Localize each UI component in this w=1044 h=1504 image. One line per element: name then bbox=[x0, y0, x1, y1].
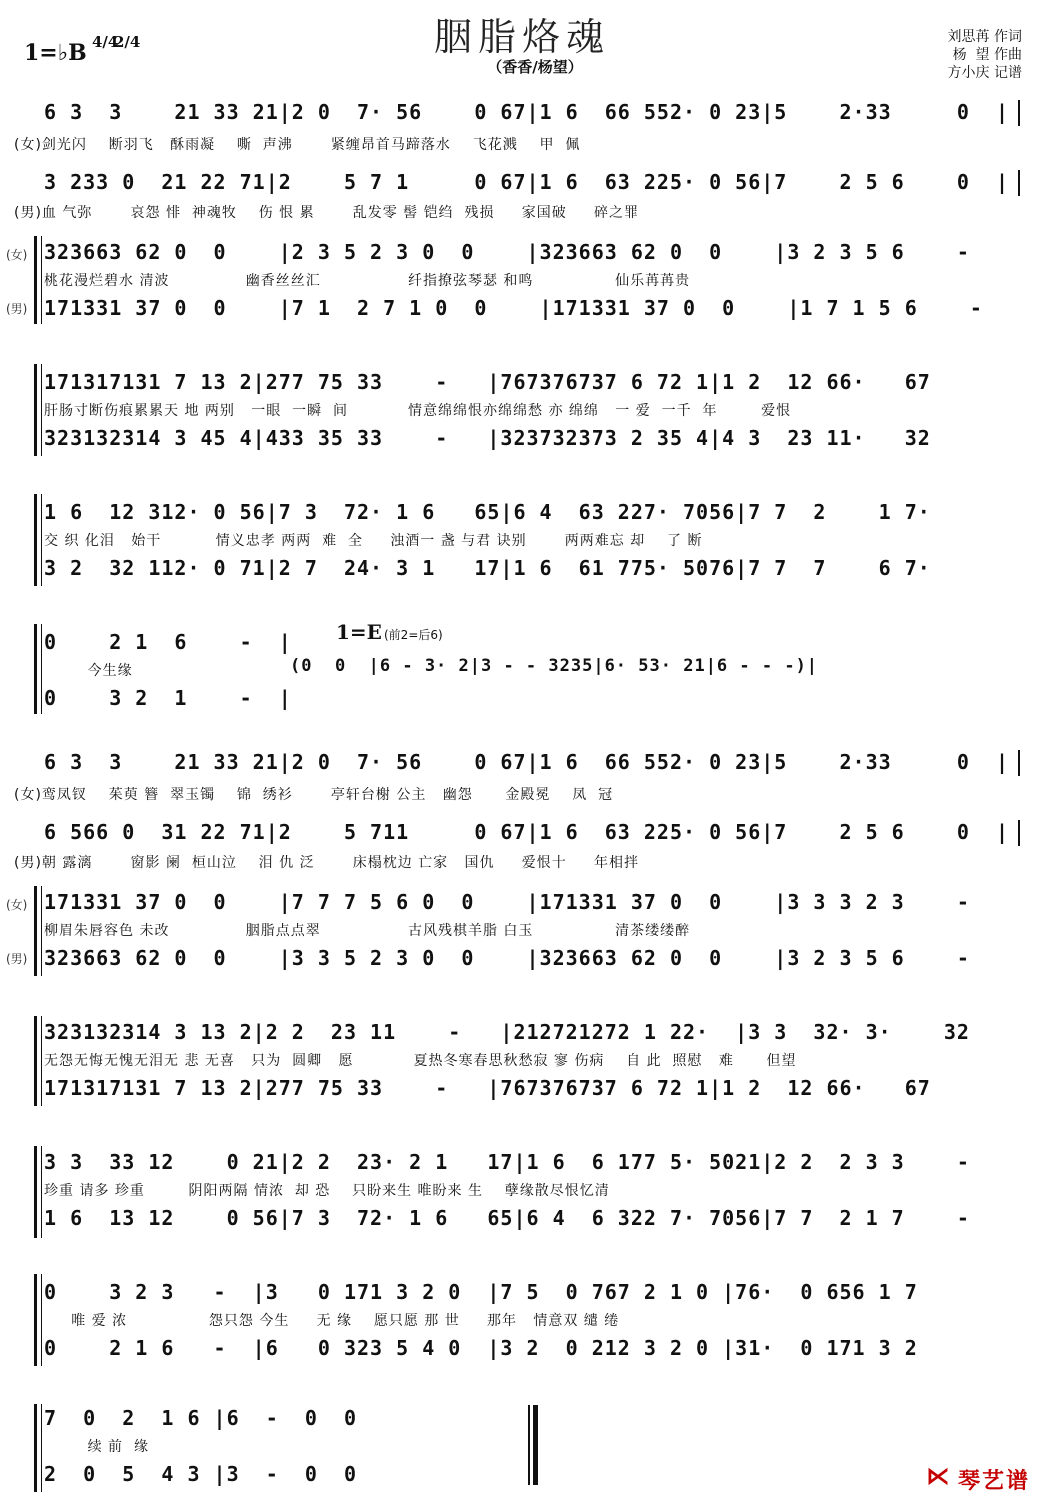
system-brace bbox=[34, 1274, 37, 1366]
final-barline-thick bbox=[533, 1405, 538, 1485]
song-subtitle: （香香/杨望） bbox=[487, 58, 583, 76]
time-signature-b: 2/4 bbox=[114, 33, 141, 51]
final-barline-thin bbox=[528, 1405, 530, 1485]
notation-line: 0 3 2 3 - |3 0 171 3 2 0 |7 5 0 767 2 1 0 |76· 0 656 1 7 bbox=[44, 1280, 918, 1304]
voice-label-female: (女) bbox=[6, 898, 28, 912]
notation-line: 3 3 33 12 0 21|2 2 23· 2 1 17|1 6 6 177 5· 5021|2 2 2 3 3 - bbox=[44, 1150, 996, 1174]
system-brace bbox=[34, 1404, 37, 1492]
system-brace bbox=[34, 236, 37, 324]
notation-line: 323663 62 0 0 |2 3 5 2 3 0 0 |323663 62 0 0 |3 2 3 5 6 - bbox=[44, 240, 996, 264]
credit-composer: 杨 望 作曲 bbox=[952, 47, 1022, 63]
voice-label-female: (女) bbox=[6, 248, 28, 262]
watermark-logo-icon: ⋉ bbox=[926, 1462, 950, 1490]
voice-label-male: (男) bbox=[6, 302, 28, 316]
modulation-note: (前2=后6) bbox=[384, 628, 443, 642]
notation-line: 323132314 3 13 2|2 2 23 11 - |212721272 1 22· |3 3 32· 3· 32 bbox=[44, 1020, 970, 1044]
lyric-line: (女)剑光闪 断羽飞 酥雨凝 嘶 声沸 紧缠昂首马蹄落水 飞花溅 甲 佩 bbox=[14, 137, 581, 153]
lyric-line: 肝肠寸断伤痕累累天 地 两别 一眼 一瞬 间 情意绵绵恨亦绵绵愁 亦 绵绵 一 爱 一千 年 爱恨 bbox=[44, 403, 792, 419]
system-brace bbox=[34, 494, 37, 586]
system-brace bbox=[34, 624, 37, 714]
system-brace bbox=[34, 1016, 37, 1106]
notation-line: 1 6 13 12 0 56|7 3 72· 1 6 65|6 4 6 322 7· 7056|7 7 2 1 7 - bbox=[44, 1206, 996, 1230]
notation-line: 3 2 32 112· 0 71|2 7 24· 3 1 17|1 6 61 775· 5076|7 7 7 6 7· bbox=[44, 556, 931, 580]
lyric-line: 续 前 缘 bbox=[44, 1439, 149, 1455]
notation-line: 0 2 1 6 - | bbox=[44, 630, 292, 654]
notation-line: 0 2 1 6 - |6 0 323 5 4 0 |3 2 0 212 3 2 0 |31· 0 171 3 2 bbox=[44, 1336, 918, 1360]
time-signature-a: 4/4 bbox=[92, 33, 119, 51]
notation-line: 323663 62 0 0 |3 3 5 2 3 0 0 |323663 62 0 0 |3 2 3 5 6 - bbox=[44, 946, 996, 970]
lyric-line: 柳眉朱唇容色 未改 胭脂点点翠 古风残棋羊脂 白玉 清茶缕缕醉 bbox=[44, 923, 691, 939]
system-brace bbox=[34, 886, 37, 976]
credit-transcriber: 方小庆 记谱 bbox=[947, 65, 1022, 81]
notation-line: 171331 37 0 0 |7 1 2 7 1 0 0 |171331 37 0 0 |1 7 1 5 6 - bbox=[44, 296, 1010, 320]
notation-line: 6 3 3 21 33 21|2 0 7· 56 0 67|1 6 66 552· 0 23|5 2·33 0 | bbox=[44, 100, 1010, 124]
barline bbox=[1018, 750, 1020, 776]
watermark-text: 琴艺谱 bbox=[958, 1469, 1031, 1494]
modulation-key: 1=E bbox=[336, 620, 382, 644]
system-brace bbox=[34, 364, 37, 456]
lyric-line: 今生缘 bbox=[44, 663, 133, 679]
notation-line: 171331 37 0 0 |7 7 7 5 6 0 0 |171331 37 0 0 |3 3 3 2 3 - bbox=[44, 890, 996, 914]
interlude-line: (0 0 |6 - 3· 2|3 - - 3235|6· 53· 21|6 - - -)| bbox=[290, 656, 819, 676]
credit-lyricist: 刘思苒 作词 bbox=[947, 29, 1022, 45]
barline bbox=[1018, 170, 1020, 196]
lyric-line: (男)血 气弥 哀怨 悱 神魂牧 伤 恨 累 乱发零 髻 铠绉 残损 家国破 碎之罪 bbox=[14, 205, 640, 221]
notation-line: 1 6 12 312· 0 56|7 3 72· 1 6 65|6 4 63 227· 7056|7 7 2 1 7· bbox=[44, 500, 931, 524]
lyric-line: 桃花漫烂碧水 清波 幽香丝丝汇 纤指撩弦琴瑟 和鸣 仙乐苒苒贵 bbox=[44, 273, 691, 289]
lyric-line: 唯 爱 浓 怨只怨 今生 无 缘 愿只愿 那 世 那年 情意双 缱 绻 bbox=[44, 1313, 620, 1329]
notation-line: 6 3 3 21 33 21|2 0 7· 56 0 67|1 6 66 552· 0 23|5 2·33 0 | bbox=[44, 750, 1010, 774]
notation-line: 171317131 7 13 2|277 75 33 - |767376737 6 72 1|1 2 12 66· 67 bbox=[44, 1076, 931, 1100]
lyric-line: 交 织 化泪 始干 情义忠孝 两两 难 全 浊酒一 盏 与君 诀别 两两难忘 却 了 断 bbox=[44, 533, 703, 549]
system-brace bbox=[34, 1146, 37, 1238]
barline bbox=[1018, 820, 1020, 846]
notation-line: 6 566 0 31 22 71|2 5 711 0 67|1 6 63 225· 0 56|7 2 5 6 0 | bbox=[44, 820, 1010, 844]
notation-line: 0 3 2 1 - | bbox=[44, 686, 292, 710]
song-title: 胭脂烙魂 bbox=[433, 15, 610, 59]
notation-line: 323132314 3 45 4|433 35 33 - |323732373 2 35 4|4 3 23 11· 32 bbox=[44, 426, 931, 450]
lyric-line: (女)鸾凤钗 茱萸 簪 翠玉镯 锦 绣衫 亭轩台榭 公主 幽怨 金殿冕 凤 冠 bbox=[14, 787, 614, 803]
key-signature: 1=♭B bbox=[24, 40, 87, 66]
lyric-line: (男)朝 露漓 窗影 阑 桓山泣 泪 仇 泛 床榻枕边 亡家 国仇 爱恨十 年相拌 bbox=[14, 855, 640, 871]
barline bbox=[1018, 100, 1020, 126]
voice-label-male: (男) bbox=[6, 952, 28, 966]
notation-line: 7 0 2 1 6 |6 - 0 0 bbox=[44, 1406, 357, 1430]
notation-line: 3 233 0 21 22 71|2 5 7 1 0 67|1 6 63 225· 0 56|7 2 5 6 0 | bbox=[44, 170, 1010, 194]
lyric-line: 无怨无悔无愧无泪无 悲 无喜 只为 圆卿 愿 夏热冬寒春思秋愁寂 寥 伤病 自 此 照慰 难 但望 bbox=[44, 1053, 797, 1069]
notation-line: 2 0 5 4 3 |3 - 0 0 bbox=[44, 1462, 357, 1486]
lyric-line: 珍重 请多 珍重 阴阳两隔 情浓 却 恐 只盼来生 唯盼来 生 孽缘散尽恨忆清 bbox=[44, 1183, 610, 1199]
notation-line: 171317131 7 13 2|277 75 33 - |767376737 6 72 1|1 2 12 66· 67 bbox=[44, 370, 931, 394]
